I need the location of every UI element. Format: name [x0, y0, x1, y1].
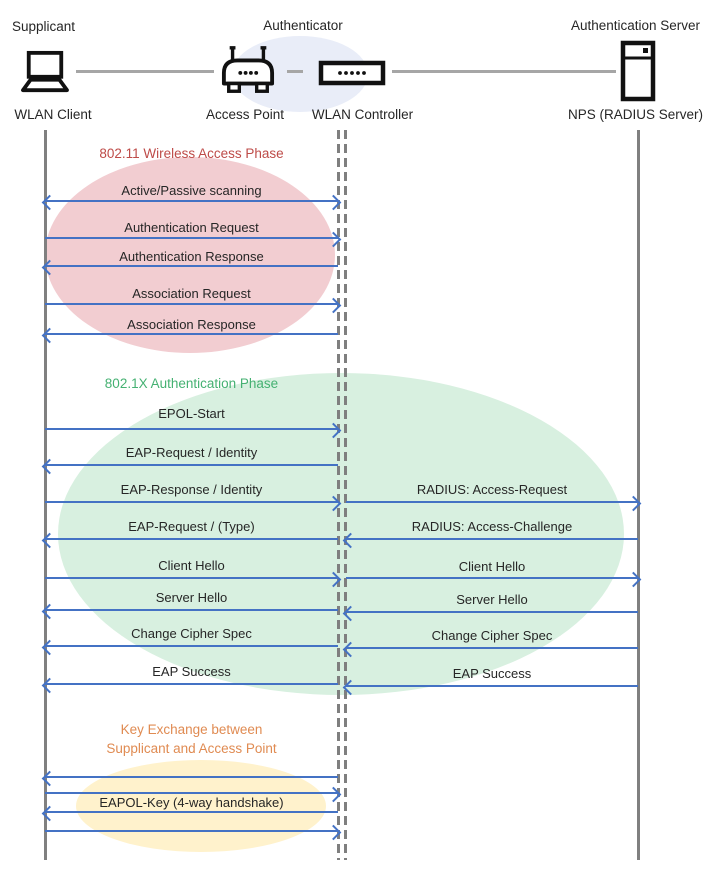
message-label: RADIUS: Access-Request	[416, 482, 568, 497]
message-arrow-left	[346, 533, 638, 545]
message-arrow-right	[45, 572, 338, 584]
message-arrow-left	[346, 680, 638, 692]
phase-title-authentication: 802.1X Authentication Phase	[104, 376, 279, 391]
message-label: EAP-Request / (Type)	[128, 519, 255, 534]
message-label: Client Hello	[158, 558, 225, 573]
message-arrow-left	[45, 459, 338, 471]
ap-to-controller-link	[287, 70, 303, 73]
message-label: EPOL-Start	[158, 406, 225, 421]
client-to-ap-link	[76, 70, 214, 73]
actor-access-point: Access Point	[205, 107, 285, 122]
actor-wlan-controller: WLAN Controller	[311, 107, 414, 122]
message-label: EAP-Request / Identity	[125, 445, 258, 460]
wlan-controller-icon	[318, 60, 386, 86]
message-label: Association Request	[132, 286, 251, 301]
message-label: Association Response	[127, 317, 256, 332]
message-label: EAP-Response / Identity	[120, 482, 263, 497]
message-label: Active/Passive scanning	[121, 183, 262, 198]
role-authentication-server: Authentication Server	[570, 18, 701, 33]
message-label: Authentication Response	[119, 249, 264, 264]
message-label: RADIUS: Access-Challenge	[411, 519, 573, 534]
message-arrow-right	[45, 825, 338, 837]
message-arrow-right	[45, 423, 338, 435]
actor-wlan-client: WLAN Client	[14, 107, 92, 122]
role-authenticator: Authenticator	[263, 18, 343, 33]
message-label: Server Hello	[155, 590, 228, 605]
message-label: EAPOL-Key (4-way handshake)	[99, 795, 284, 810]
phase-title-wireless-access: 802.11 Wireless Access Phase	[99, 146, 284, 161]
message-arrow-left	[45, 533, 338, 545]
message-label: EAP Success	[452, 666, 532, 681]
message-label: EAP Success	[152, 664, 231, 679]
laptop-icon	[16, 50, 74, 94]
phase-title-key-exchange-line1: Key Exchange between	[120, 722, 263, 737]
server-icon	[620, 40, 656, 102]
message-arrow-right	[45, 496, 338, 508]
message-label: Change Cipher Spec	[131, 626, 252, 641]
message-label: Authentication Request	[124, 220, 259, 235]
access-point-icon	[219, 44, 277, 98]
message-label: Client Hello	[458, 559, 526, 574]
controller-to-server-link	[392, 70, 616, 73]
actor-nps-radius-server: NPS (RADIUS Server)	[567, 107, 704, 122]
role-supplicant: Supplicant	[12, 19, 76, 34]
message-arrow-left	[45, 640, 338, 652]
message-arrow-left	[45, 771, 338, 783]
message-arrow-left	[346, 606, 638, 618]
message-label: Change Cipher Spec	[431, 628, 553, 643]
message-arrow-left	[45, 604, 338, 616]
message-arrow-left	[45, 678, 338, 690]
phase-title-key-exchange-line2: Supplicant and Access Point	[106, 741, 277, 756]
message-label: Server Hello	[456, 592, 528, 607]
message-arrow-left	[346, 642, 638, 654]
message-arrow-right	[346, 496, 638, 508]
